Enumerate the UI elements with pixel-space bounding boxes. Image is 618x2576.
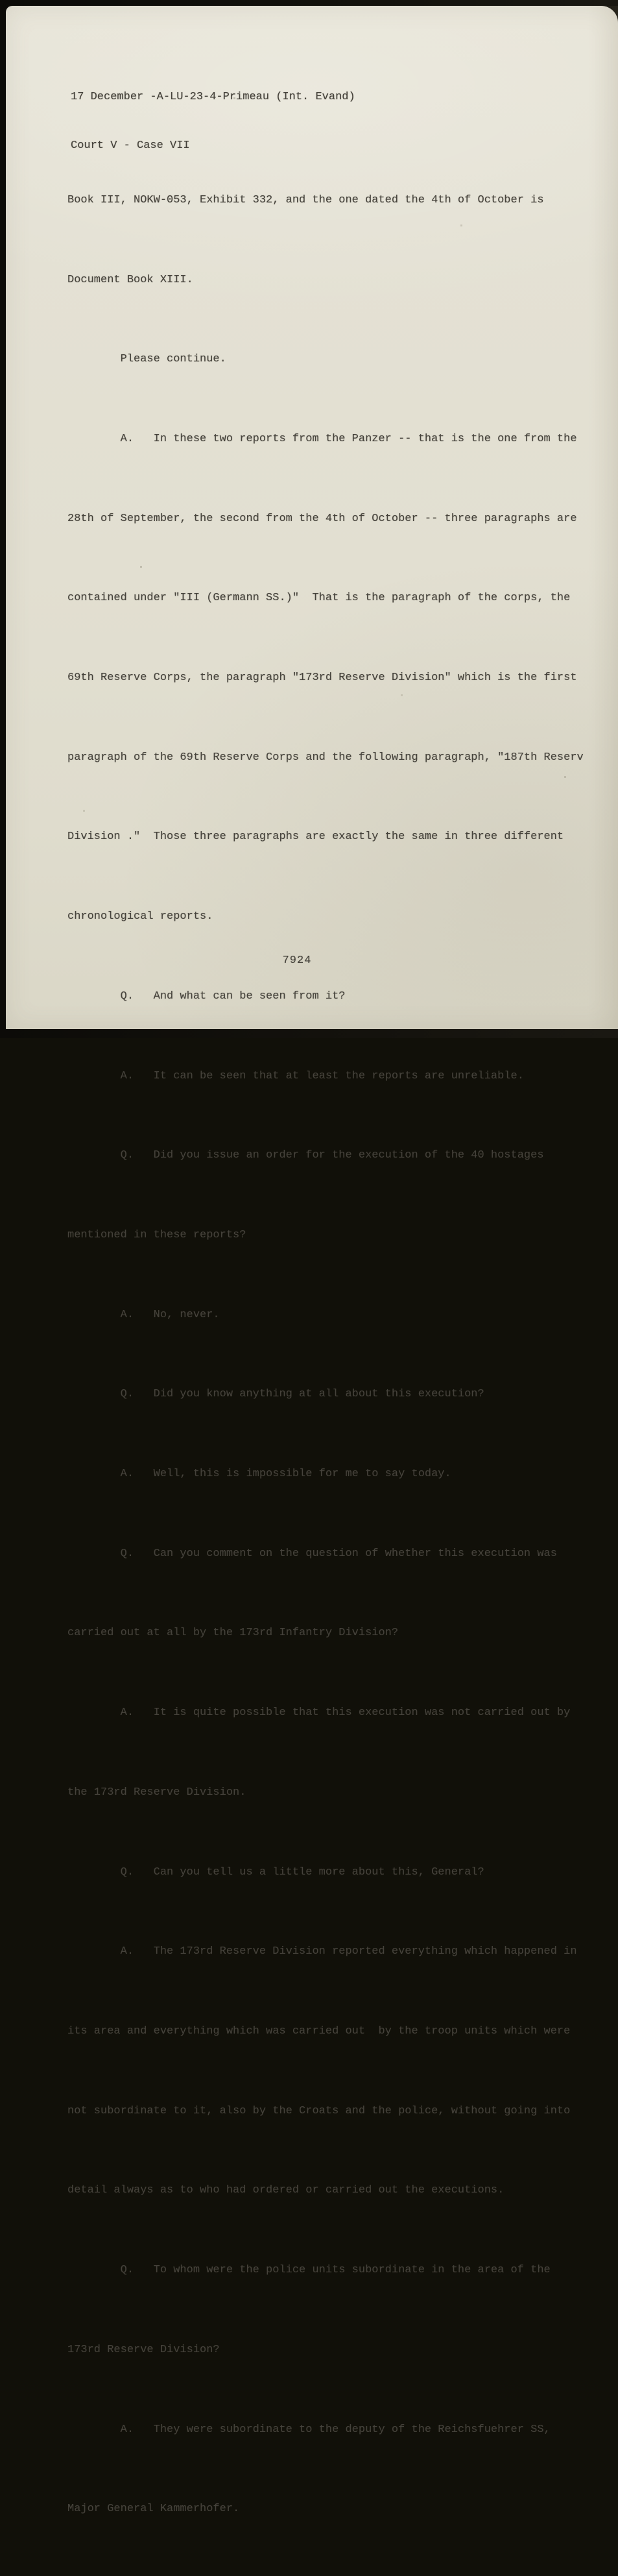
transcript-line: Division ." Those three paragraphs are exactly the same in three different xyxy=(67,831,564,844)
transcript-line: A. No, never. xyxy=(67,1308,220,1321)
transcript-line: Document Book XIII. xyxy=(67,273,193,286)
transcript-line: A. In these two reports from the Panzer -- that is the one from the xyxy=(67,432,577,445)
transcript-line: the 173rd Reserve Division. xyxy=(67,1786,246,1799)
transcript-line: A. Well, this is impossible for me to say today. xyxy=(67,1468,451,1481)
transcript-line: A. They were subordinate to the deputy of the Reichsfuehrer SS, xyxy=(67,2423,551,2436)
transcript-line: Major General Kammerhofer. xyxy=(67,2503,240,2516)
transcript-line: A. It is quite possible that this execution was not carried out by xyxy=(67,1707,571,1719)
header-case-line: 17 December -A-LU-23-4-Primeau (Int. Evand) xyxy=(71,91,355,103)
transcript-line: chronological reports. xyxy=(67,910,213,923)
transcript-line: Q. To whom were the police units subordinate in the area of the xyxy=(67,2264,551,2277)
transcript-line: A. The 173rd Reserve Division reported everything which happened in xyxy=(67,1945,577,1958)
transcript-line: carried out at all by the 173rd Infantry Division? xyxy=(67,1627,399,1640)
transcript-line: Q. Did you know anything at all about this execution? xyxy=(67,1388,484,1401)
transcript-line: Q. Can you comment on the question of whether this execution was xyxy=(67,1547,557,1560)
page-number: 7924 xyxy=(282,954,312,967)
transcript-line: 28th of September, the second from the 4th of October -- three paragraphs are xyxy=(67,512,577,525)
transcript-line: Q. Did you issue an order for the execution of the 40 hostages xyxy=(67,1149,544,1162)
transcript-line: Q. And what can be seen from it? xyxy=(67,990,346,1002)
transcript-line: A. It can be seen that at least the reports are unreliable. xyxy=(67,1069,524,1082)
transcript-line: contained under "III (Germann SS.)" That is the paragraph of the corps, the xyxy=(67,592,571,605)
transcript-line: its area and everything which was carried out by the troop units which were xyxy=(67,2024,571,2037)
transcript-line: Please continue. xyxy=(67,353,226,366)
transcript-line: mentioned in these reports? xyxy=(67,1228,246,1241)
transcript-line: Q. Can you tell us a little more about this, General? xyxy=(67,1865,484,1878)
paper-page xyxy=(6,6,618,2516)
transcript-line: Book III, NOKW-053, Exhibit 332, and the one dated the 4th of October is xyxy=(67,193,544,206)
transcript-body xyxy=(67,134,609,2576)
transcript-line: paragraph of the 69th Reserve Corps and the following paragraph, "187th Reserv xyxy=(67,751,584,764)
transcript-line: detail always as to who had ordered or carried out the executions. xyxy=(67,2184,505,2197)
transcript-line: 69th Reserve Corps, the paragraph "173rd Reserve Division" which is the first xyxy=(67,672,577,685)
header-court-line: Court V - Case VII xyxy=(71,140,190,152)
transcript-line: 173rd Reserve Division? xyxy=(67,2343,220,2356)
transcript-line: not subordinate to it, also by the Croats and the police, without going into xyxy=(67,2104,571,2117)
